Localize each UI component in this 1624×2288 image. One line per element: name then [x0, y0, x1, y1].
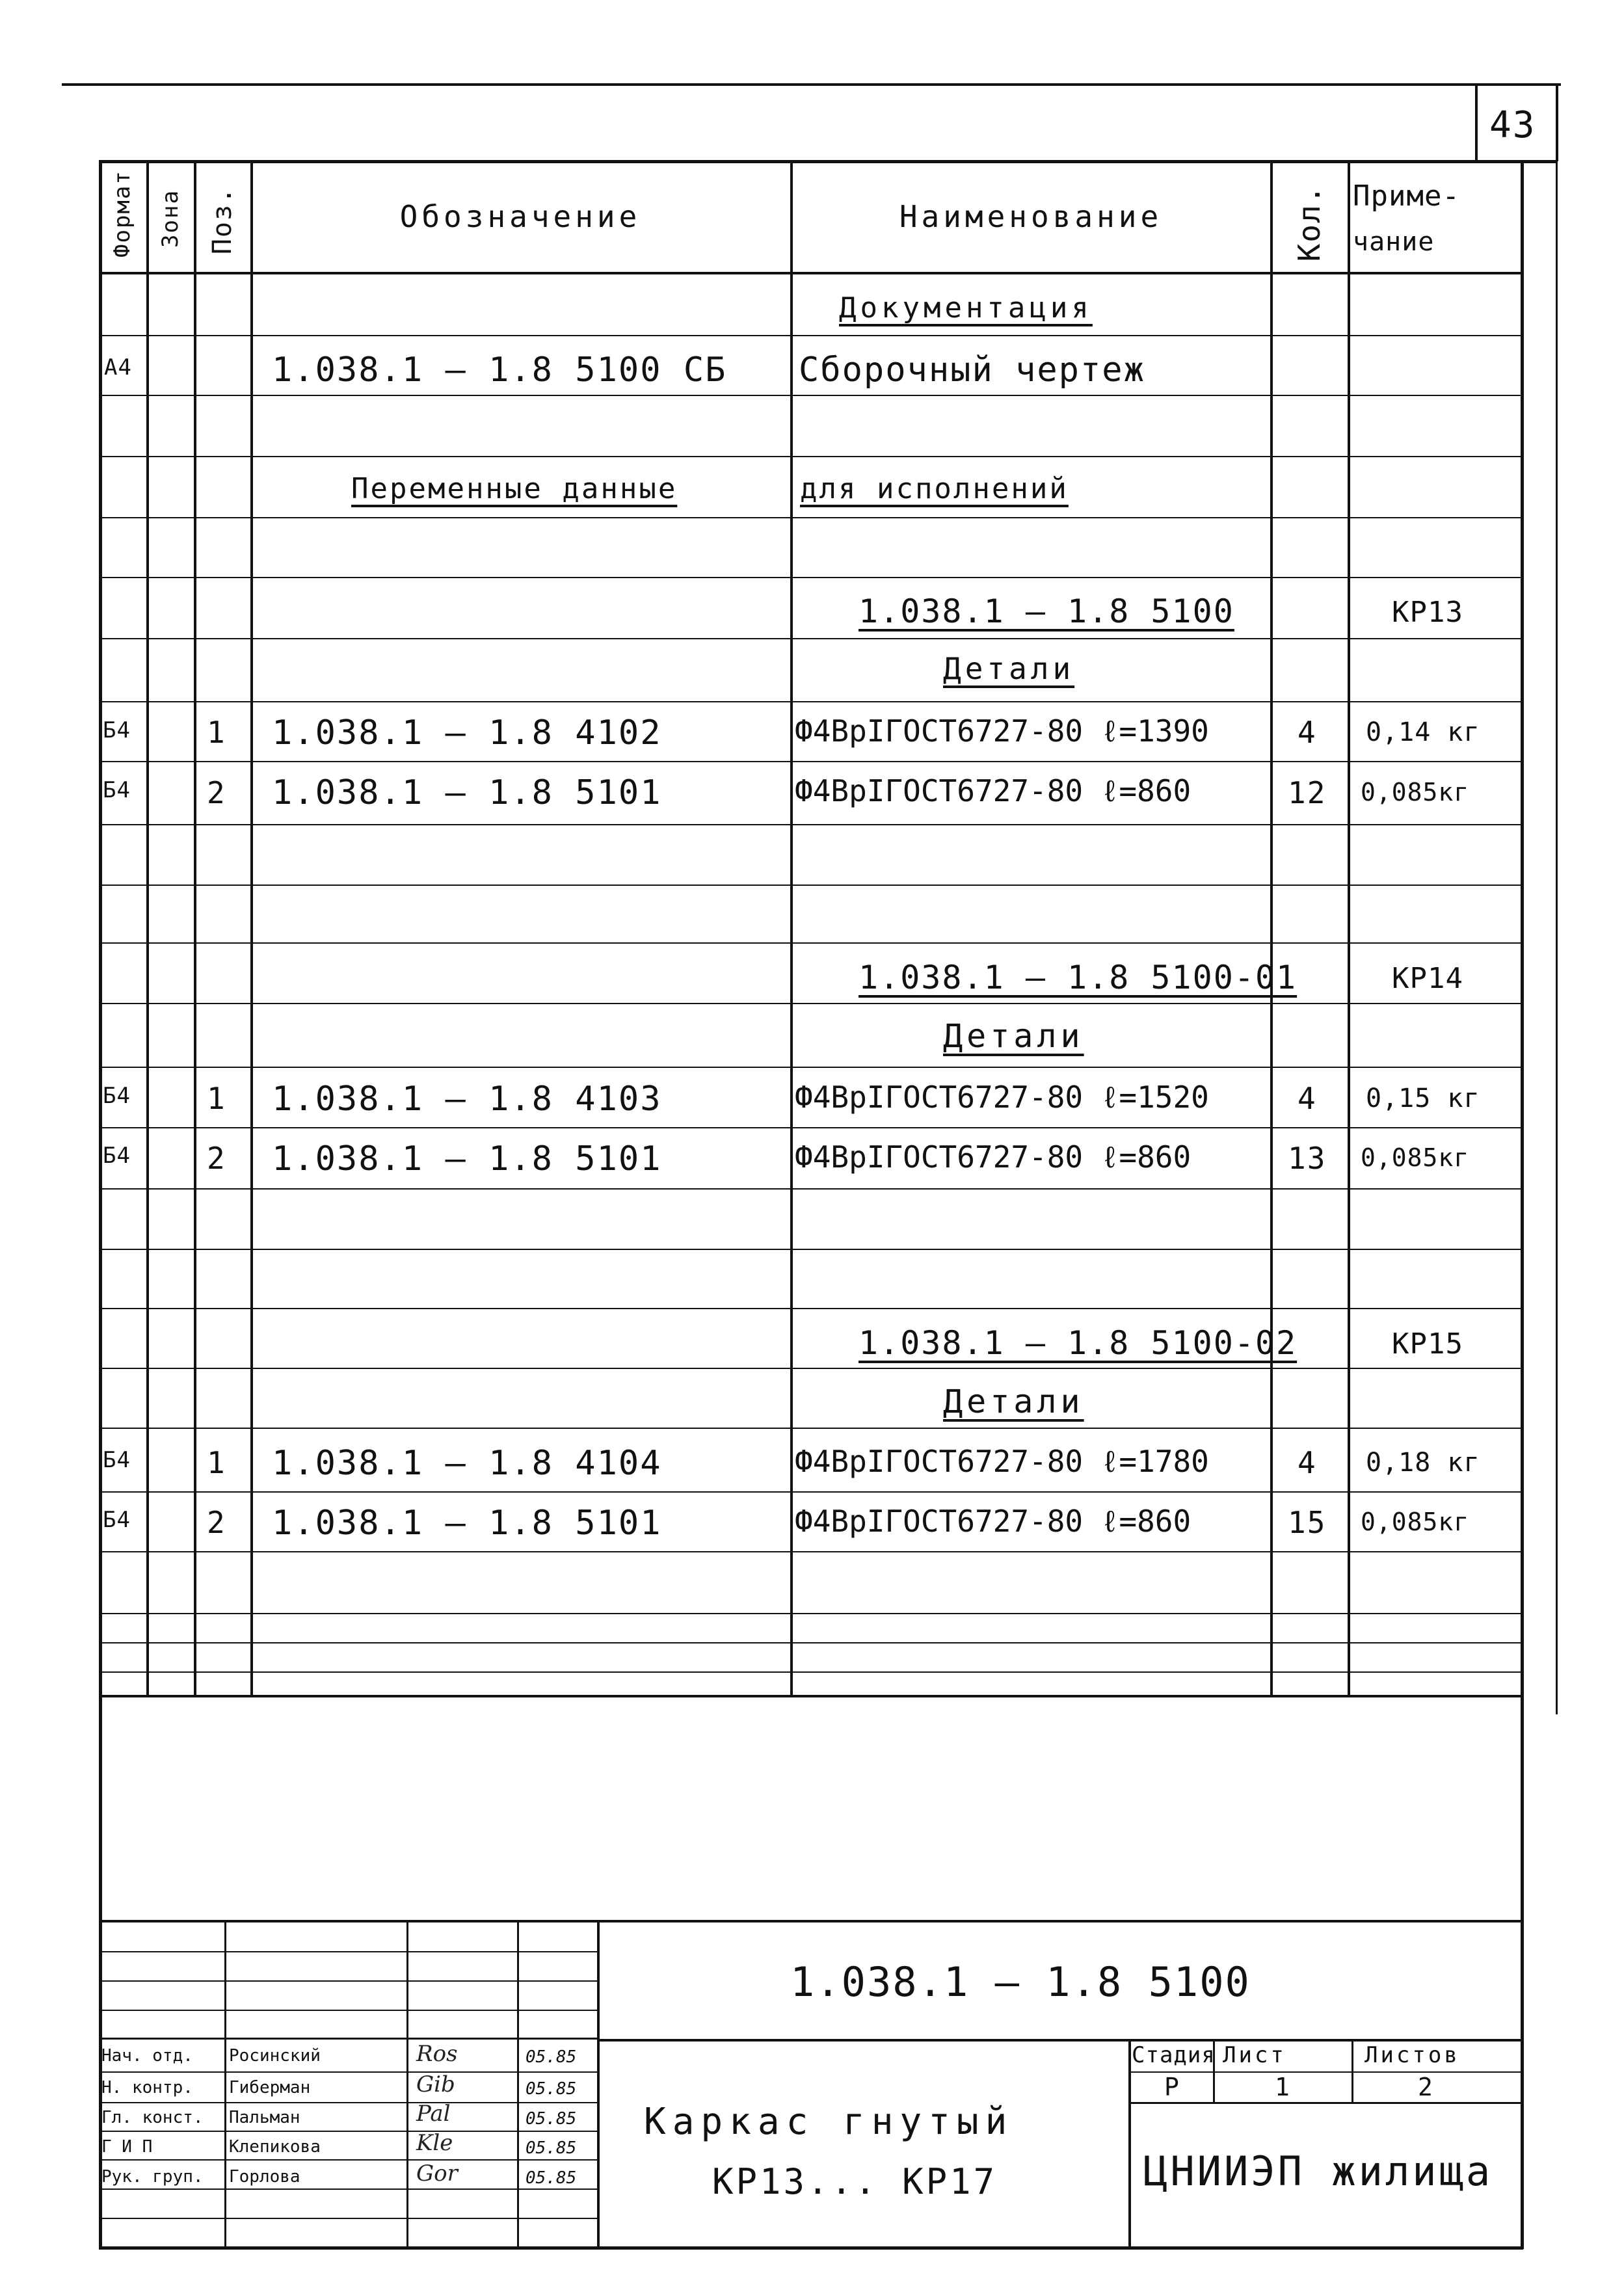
signer-name: Пальман [229, 2108, 300, 2127]
signer-name: Гиберман [229, 2078, 311, 2097]
tb-col-left-3 [517, 1920, 519, 2248]
signer-date: 05.85 [526, 2109, 577, 2129]
section-details: Детали [943, 651, 1075, 686]
signer-role: Рук. груп. [101, 2167, 204, 2187]
cell-name: Ф4ВрIГОСТ6727-80 ℓ=1780 [795, 1444, 1209, 1479]
cell-designation: 1.038.1 – 1.8 4102 [272, 713, 662, 752]
col-zone-line [146, 160, 149, 1696]
signer-name: Росинский [229, 2046, 321, 2066]
cell-pos: 2 [207, 775, 226, 810]
header-note-line2: чание [1353, 227, 1435, 257]
tb-title-line2: КР13... КР17 [712, 2161, 998, 2202]
cell-qty: 4 [1298, 715, 1317, 750]
group-note: КР14 [1392, 962, 1463, 995]
cell-note: 0,15 кг [1366, 1084, 1480, 1113]
cell-designation: 1.038.1 – 1.8 4103 [272, 1080, 662, 1119]
signer-name: Горлова [229, 2167, 300, 2187]
cell-format: Б4 [103, 717, 131, 743]
frame-left [99, 160, 102, 2249]
tb-row [99, 2102, 598, 2103]
frame-bottom [99, 2246, 1523, 2250]
tb-row [99, 1951, 598, 1952]
tb-sheet-value: 1 [1275, 2073, 1290, 2101]
right-outer-rule [1556, 85, 1558, 161]
row-line [99, 942, 1522, 944]
col-pos-line [194, 160, 196, 1696]
signature: Pal [416, 2101, 451, 2127]
row-line [99, 335, 1522, 336]
signer-role: Гл. конст. [101, 2108, 204, 2127]
row-line [99, 1249, 1522, 1250]
tb-stage-left [1128, 2039, 1131, 2248]
row-line [99, 1003, 1522, 1004]
tb-col-left-4 [597, 1920, 600, 2248]
frame-right [1521, 160, 1524, 2249]
signer-role: Н. контр. [101, 2078, 193, 2097]
tb-row [99, 1980, 598, 1982]
cell-format: Б4 [103, 1143, 131, 1169]
tb-row [99, 2071, 598, 2073]
row-line [99, 1551, 1522, 1552]
col-designation-line [250, 160, 253, 1696]
cell-qty: 4 [1298, 1081, 1317, 1116]
cell-format: А4 [104, 354, 132, 380]
header-format: Формат [109, 170, 135, 258]
signature: Gor [416, 2161, 458, 2187]
outer-right-long [1556, 160, 1558, 1714]
row-line [99, 1642, 1522, 1643]
cell-designation: 1.038.1 – 1.8 5100 СБ [272, 351, 727, 390]
cell-name: Ф4ВрIГОСТ6727-80 ℓ=860 [795, 1139, 1191, 1175]
cell-pos: 1 [207, 1445, 226, 1480]
cell-format: Б4 [103, 1447, 131, 1473]
signer-role: Нач. отд. [101, 2046, 193, 2066]
cell-name: Ф4ВрIГОСТ6727-80 ℓ=1520 [795, 1080, 1209, 1115]
signature: Kle [416, 2130, 453, 2156]
tb-row [99, 2188, 598, 2190]
tb-stage-row [1128, 2071, 1523, 2073]
signature: Ros [416, 2041, 458, 2067]
tb-row [99, 2038, 598, 2040]
tb-col-left-1 [224, 1920, 226, 2248]
cell-qty: 13 [1288, 1141, 1327, 1176]
row-line [99, 1127, 1522, 1128]
cell-designation: 1.038.1 – 1.8 4104 [272, 1444, 662, 1483]
cell-note: 0,14 кг [1366, 717, 1480, 747]
tb-stage-col-3 [1351, 2039, 1353, 2102]
section-details: Детали [943, 1383, 1084, 1420]
group-code: 1.038.1 – 1.8 5100-01 [859, 959, 1298, 996]
cell-name: Ф4ВрIГОСТ6727-80 ℓ=1390 [795, 713, 1209, 749]
row-line [99, 701, 1522, 702]
tb-row [99, 2159, 598, 2161]
tb-row [99, 2131, 598, 2132]
cell-format: Б4 [103, 777, 131, 803]
sheet-number: 43 [1489, 104, 1536, 146]
cell-designation: 1.038.1 – 1.8 5101 [272, 1139, 662, 1178]
cell-format: Б4 [103, 1083, 131, 1109]
cell-name: Ф4ВрIГОСТ6727-80 ℓ=860 [795, 773, 1191, 808]
cell-designation: 1.038.1 – 1.8 5101 [272, 773, 662, 812]
section-documentation: Документация [839, 291, 1093, 325]
col-name-line [790, 160, 793, 1696]
group-note: КР15 [1392, 1327, 1463, 1361]
cell-format: Б4 [103, 1507, 131, 1533]
cell-note: 0,085кг [1361, 778, 1470, 806]
cell-note: 0,18 кг [1366, 1448, 1480, 1478]
tb-row [99, 2218, 598, 2219]
row-line [99, 395, 1522, 396]
variable-data-left: Переменные данные [351, 472, 678, 505]
signer-date: 05.85 [526, 2138, 577, 2158]
table-bottom-line [99, 1695, 1522, 1697]
sheet-number-box-left [1475, 85, 1478, 161]
header-name: Наименование [899, 199, 1163, 234]
tb-row [99, 2010, 598, 2011]
row-line [99, 456, 1522, 457]
cell-designation: 1.038.1 – 1.8 5101 [272, 1504, 662, 1543]
row-line [99, 885, 1522, 886]
col-note-line [1348, 160, 1350, 1696]
tb-stage-bottom [1128, 2102, 1523, 2104]
row-line [99, 761, 1522, 762]
tb-stage-label: Стадия [1132, 2042, 1216, 2068]
cell-pos: 1 [207, 715, 226, 750]
signer-date: 05.85 [526, 2079, 577, 2099]
cell-qty: 15 [1288, 1505, 1327, 1540]
variable-data-right: для исполнений [800, 472, 1069, 505]
header-designation: Обозначение [399, 199, 641, 234]
header-qty: Кол. [1292, 184, 1327, 262]
top-rule [62, 83, 1561, 86]
row-line [99, 638, 1522, 639]
tb-sheets-label: Листов [1364, 2042, 1460, 2068]
row-line [99, 1428, 1522, 1429]
group-note: КР13 [1392, 596, 1463, 629]
signer-date: 05.85 [526, 2168, 577, 2188]
signer-date: 05.85 [526, 2047, 577, 2067]
cell-qty: 12 [1288, 775, 1327, 810]
signer-name: Клепикова [229, 2137, 321, 2157]
cell-note: 0,085кг [1361, 1143, 1470, 1172]
cell-pos: 2 [207, 1505, 226, 1540]
frame-top [99, 160, 1556, 163]
row-line [99, 1671, 1522, 1673]
row-line [99, 1067, 1522, 1068]
header-bottom-line [99, 272, 1522, 274]
tb-doc-code: 1.038.1 – 1.8 5100 [790, 1958, 1251, 2006]
tb-sheets-value: 2 [1418, 2073, 1433, 2101]
row-line [99, 1491, 1522, 1493]
row-line [99, 1368, 1522, 1369]
cell-qty: 4 [1298, 1445, 1317, 1480]
header-pos: Поз. [207, 186, 237, 255]
col-qty-line [1270, 160, 1273, 1696]
tb-code-bottom [597, 2039, 1523, 2042]
header-note-line1: Приме- [1353, 180, 1460, 213]
row-line [99, 577, 1522, 578]
cell-note: 0,085кг [1361, 1508, 1470, 1536]
group-code: 1.038.1 – 1.8 5100-02 [859, 1324, 1298, 1362]
row-line [99, 1308, 1522, 1309]
cell-pos: 2 [207, 1141, 226, 1176]
section-details: Детали [943, 1017, 1084, 1055]
cell-pos: 1 [207, 1081, 226, 1116]
tb-stage-value: Р [1164, 2073, 1180, 2101]
row-line [99, 1613, 1522, 1614]
group-code: 1.038.1 – 1.8 5100 [859, 592, 1234, 630]
cell-name: Ф4ВрIГОСТ6727-80 ℓ=860 [795, 1504, 1191, 1539]
header-zone: Зона [157, 189, 183, 248]
signer-role: Г И П [101, 2137, 153, 2157]
row-line [99, 1188, 1522, 1190]
tb-col-left-2 [406, 1920, 408, 2248]
titleblock-top [99, 1920, 1523, 1922]
signature: Gib [416, 2071, 455, 2097]
cell-name: Сборочный чертеж [799, 351, 1145, 390]
row-line [99, 517, 1522, 518]
tb-sheet-label: Лист [1223, 2042, 1286, 2068]
tb-title-line1: Каркас гнутый [644, 2101, 1014, 2143]
row-line [99, 824, 1522, 825]
tb-organization: ЦНИИЭП жилища [1143, 2148, 1493, 2195]
